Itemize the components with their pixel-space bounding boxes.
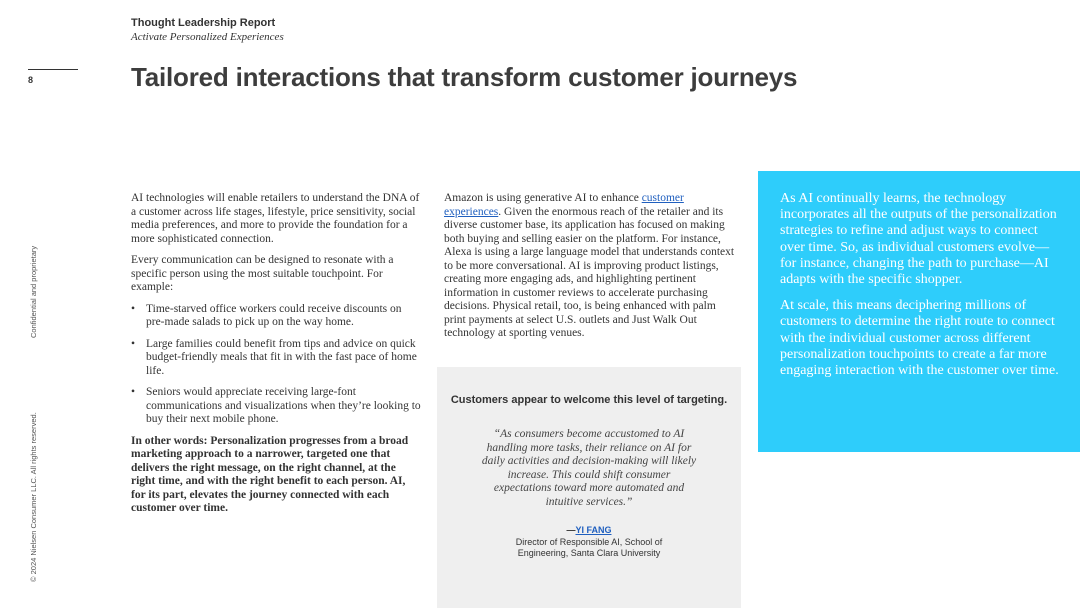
summary-paragraph: In other words: Personalization progresses from a broad marketing approach to a narrower, targeted one that delivers the right message, on the right channel, at the right time, and with the right benefit to each person. AI, for its part, elevates the journey connected with each customer over time. [131, 434, 409, 514]
author-role [437, 537, 741, 559]
list-item: • Seniors would appreciate receiving large-font communications and visualizations when they’re looking to buy their next mobile phone. [146, 386, 421, 427]
page-number-rule [28, 69, 78, 70]
customer-experiences-link[interactable]: customer experiences [444, 192, 684, 218]
confidential-label: Confidential and proprietary [29, 245, 38, 338]
quote-text: “As consumers become accustomed to AI handling more tasks, their reliance on AI for daily activities and decision-making will likely increase. This could shift consumer expectations toward more automated and intuitive services.” [481, 428, 697, 508]
intro-paragraph: AI technologies will enable retailers to understand the DNA of a customer across life stages, lifestyle, price sensitivity, social media preferences, and more to provide the foundation for a more sophisticated connection. [131, 192, 420, 245]
list-item: • Time-starved office workers could receive discounts on pre-made salads to pick up on the way home. [146, 303, 421, 330]
copyright-label: © 2024 Nielsen Consumer LLC. All rights reserved. [29, 412, 38, 582]
highlight-panel [758, 171, 1080, 452]
quote-dash: — [566, 525, 576, 535]
highlight-paragraph: As AI continually learns, the technology incorporates all the outputs of the personalization strategies to refine and adjust ways to connect over time. So, as individual customers evolve—for instance, changing the path to purchase—AI adapts with the specific shopper. [780, 191, 1057, 288]
page-title: Tailored interactions that transform customer journeys [131, 62, 798, 92]
amazon-intro-text: Amazon is using generative AI to enhance [444, 192, 642, 204]
report-subtitle: Activate Personalized Experiences [131, 31, 284, 43]
amazon-body-text: . Given the enormous reach of the retailer and its diverse customer base, its application has focused on making both buying and selling easier on the platform. For instance, Alexa is using a large language model that understands context to be more conversational. AI is improving product listings, creating more engaging ads, and highlighting pertinent information in customer reviews to accelerate purchasing decisions. Physical retail, too, is being enhanced with palm print payments at select U.S. outlets and Just Walk Out technology at sporting venues. [444, 205, 735, 339]
list-item: • Large families could benefit from tips and advice on quick budget-friendly meals that fit in with the fast pace of home life. [146, 338, 421, 379]
example-paragraph: Every communication can be designed to resonate with a specific person using the most suitable touchpoint. For example: [131, 254, 394, 293]
report-title: Thought Leadership Report [131, 17, 276, 29]
left-column [131, 192, 421, 524]
example-list [131, 303, 421, 427]
highlight-paragraph: At scale, this means deciphering millions of customers to determine the right route to connect with the individual customer across different personalization touchpoints to create a far more engaging interaction with the customer over time. [780, 298, 1059, 379]
highlight-text [780, 191, 1065, 389]
author-role-line: Director of Responsible AI, School of [515, 537, 663, 547]
page-number: 8 [28, 75, 34, 85]
middle-column [444, 192, 736, 341]
quote-author [437, 525, 741, 535]
quote-heading: Customers appear to welcome this level of targeting. [450, 394, 728, 406]
author-role-line: Engineering, Santa Clara University [517, 548, 661, 558]
author-name-link[interactable]: YI FANG [575, 525, 612, 535]
quote-box [437, 367, 741, 608]
